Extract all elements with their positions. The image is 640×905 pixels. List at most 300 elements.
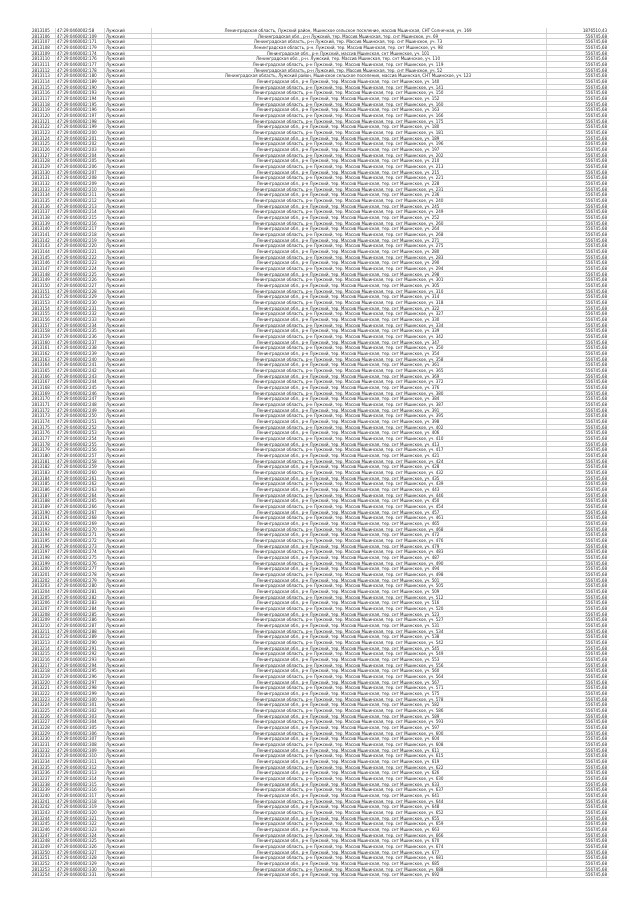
address: Ленинградская область, р-н Лужский, тер. Массив Мшинская, тер. снт Мшинское, уч. 593 [252, 719, 444, 725]
row-id: 2813135 [32, 198, 50, 203]
address: Ленинградская обл., р-н Лужский, тер. Массив Мшинская, тер. снт Мшинское, уч. 597 [256, 725, 440, 730]
cadastral-number: 47:29:0460002:329 [57, 861, 97, 866]
row-id: 2813124 [32, 135, 50, 141]
cadastral-value: 556745,68 [585, 441, 607, 447]
row-id: 2813220 [32, 679, 50, 685]
cadastral-value: 556745,68 [585, 657, 607, 662]
cadastral-number: 47:29:0460002:261 [57, 475, 97, 481]
row-id: 2813179 [32, 447, 50, 453]
cadastral-number: 47:29:0460002:280 [57, 583, 97, 589]
cadastral-number: 47:29:0460002:215 [57, 215, 97, 220]
row-id: 2813155 [32, 311, 50, 317]
row-id: 2813214 [32, 645, 50, 651]
row-id: 2813177 [32, 436, 50, 441]
cadastral-value: 556745,68 [585, 764, 607, 770]
row-id: 2813239 [32, 787, 50, 793]
cadastral-value: 556745,68 [585, 526, 607, 532]
address: Ленинградская область, р-н Лужский, тер. Массив Мшинская, тер. снт Мшинское, уч. 608 [252, 742, 444, 747]
cadastral-value: 556745,68 [585, 787, 607, 793]
row-id: 2813169 [32, 390, 50, 396]
row-id: 2813166 [32, 373, 50, 379]
row-id: 2813142 [32, 237, 50, 243]
cadastral-number: 47:29:0460002:225 [57, 271, 97, 277]
cadastral-value: 556745,68 [585, 402, 607, 407]
cadastral-number: 47:29:0460002:227 [57, 283, 97, 288]
address: Ленинградская область, р-н Лужский, тер. Массив Мшинская, тер. снт Мшинское, уч. 387 [252, 402, 444, 407]
district: Лужский [106, 662, 125, 668]
cadastral-number: 47:29:0460002:306 [57, 730, 97, 736]
row-id: 2813252 [32, 861, 50, 866]
cadastral-number: 47:29:0460002:256 [57, 447, 97, 453]
row-id: 2813150 [32, 283, 50, 288]
address: Ленинградская обл., р-н Лужский, тер. Массив Мшинская, тер. снт Мшинское, уч. 180 [256, 124, 440, 130]
row-id: 2813170 [32, 396, 50, 402]
cadastral-number: 47:29:0460002:200 [57, 130, 97, 135]
cadastral-number: 47:29:0460002:231 [57, 305, 97, 311]
address: Ленинградская область, р-н Лужский, тер. Массив Мшинская, тер. снт Мшинское, уч. 644 [252, 798, 444, 804]
district: Лужский [106, 764, 125, 770]
cadastral-value: 556745,68 [585, 254, 607, 260]
address: Ленинградская область, р-н Лужский, тер. Массив Мшинская, тер. снт Мшинское, уч. 310 [252, 288, 444, 294]
cadastral-value: 556745,68 [585, 475, 607, 481]
cadastral-value: 556745,68 [585, 356, 607, 362]
cadastral-number: 47:29:0460002:289 [57, 634, 97, 640]
cadastral-value: 556745,68 [585, 753, 607, 759]
address: Ленинградская обл., р-н Лужский, тер. Массив Мшинская, тер. снт Мшинское, уч. 376 [256, 385, 440, 390]
address: Ленинградская обл., р-н Лужский, тер. Массив Мшинская, тер. снт Мшинское, уч. 305 [256, 283, 440, 288]
district: Лужский [106, 815, 125, 821]
address: Ленинградская обл., р-н Лужский, тер. Массив Мшинская, тер. снт Мшинское, уч. 633 [256, 781, 440, 787]
row-id: 2813143 [32, 243, 50, 249]
district: Лужский [106, 549, 125, 555]
cadastral-value: 1876510,43 [582, 28, 607, 33]
district: Лужский [106, 736, 125, 742]
cadastral-value: 556745,68 [585, 226, 607, 232]
address: Ленинградская обл., р-н Лужский, тер. Массив Мшинская, тер. снт Мшинское, уч. 152 [256, 96, 440, 101]
row-id: 2813218 [32, 668, 50, 674]
cadastral-value: 556745,68 [585, 458, 607, 464]
district: Лужский [106, 640, 125, 645]
row-id: 2813184 [32, 475, 50, 481]
district: Лужский [106, 832, 125, 838]
cadastral-value: 556745,68 [585, 67, 607, 73]
row-id: 2813213 [32, 640, 50, 645]
cadastral-value: 556745,68 [585, 702, 607, 708]
cadastral-number: 47:29:0460002:222 [57, 254, 97, 260]
row-id: 2813206 [32, 600, 50, 606]
cadastral-value: 556745,68 [585, 277, 607, 283]
row-id: 2813160 [32, 339, 50, 345]
row-id: 2813219 [32, 674, 50, 679]
district: Лужский [106, 798, 125, 804]
row-id: 2813217 [32, 662, 50, 668]
cadastral-value: 556745,68 [585, 260, 607, 266]
district: Лужский [106, 390, 125, 396]
cadastral-number: 47:29:0460002:309 [57, 747, 97, 753]
address: Ленинградская область, р-н Лужский, тер. Массив Мшинская, тер. снт Мшинское, уч. 402 [252, 424, 444, 430]
cadastral-number: 47:29:0460002:271 [57, 532, 97, 538]
row-id: 2813207 [32, 606, 50, 611]
address: Ленинградская обл., р-н Лужский, тер. Массив Мшинская, тер. снт Мшинское, уч. 290 [256, 260, 440, 266]
address: Ленинградская область, р-н Лужский, тер. Массив Мшинская, тер. снт Мшинское, уч. 141 [252, 84, 444, 90]
district: Лужский [106, 793, 125, 798]
address: Ленинградская область, р-н Лужский, тер. Массив Мшинская, тер. снт Мшинское, уч. 483 [252, 549, 444, 555]
district: Лужский [106, 713, 125, 719]
address: Ленинградская область, р-н Лужский, тер. Массив Мшинская, тер. снт Мшинское, уч. 334 [252, 322, 444, 328]
cadastral-number: 47:29:0460002:179 [57, 45, 97, 50]
district: Лужский [106, 623, 125, 628]
cadastral-number: 47:29:0460002:210 [57, 186, 97, 192]
district: Лужский [106, 594, 125, 600]
cadastral-value: 556745,68 [585, 249, 607, 254]
cadastral-value: 556745,68 [585, 708, 607, 713]
address: Ленинградская обл., р-н Лужский, тер. Массив Мшинская, тер. снт Мшинское, уч. 516 [256, 600, 440, 606]
cadastral-number: 47:29:0460002:320 [57, 810, 97, 815]
cadastral-value: 556745,68 [585, 560, 607, 566]
cadastral-number: 47:29:0460002:238 [57, 345, 97, 351]
cadastral-value: 556745,68 [585, 742, 607, 747]
district: Лужский [106, 453, 125, 458]
cadastral-number: 47:29:0460002:282 [57, 594, 97, 600]
cadastral-number: 47:29:0460002:301 [57, 702, 97, 708]
cadastral-number: 47:29:0460002:209 [57, 181, 97, 186]
cadastral-value: 556745,68 [585, 147, 607, 152]
district: Лужский [106, 62, 125, 67]
address: Ленинградская обл., р-н Лужский, тер. Массив Мшинская, тер. снт Мшинское, уч. 655 [256, 815, 440, 821]
cadastral-value: 556745,68 [585, 192, 607, 198]
cadastral-number: 47:29:0460002:250 [57, 413, 97, 419]
district: Лужский [106, 413, 125, 419]
district: Лужский [106, 566, 125, 572]
address: Ленинградская область, р-н Лужский, тер. Массив Мшинская, тер. снт Мшинское, уч. 505 [252, 583, 444, 589]
cadastral-number: 47:29:0460002:313 [57, 770, 97, 776]
cadastral-number: 47:29:0460002:212 [57, 198, 97, 203]
cadastral-value: 556745,68 [585, 821, 607, 827]
district: Лужский [106, 192, 125, 198]
row-id: 2813222 [32, 691, 50, 696]
cadastral-number: 47:29:0460002:205 [57, 158, 97, 164]
row-id: 2813145 [32, 254, 50, 260]
cadastral-number: 47:29:0460002:262 [57, 481, 97, 487]
district: Лужский [106, 730, 125, 736]
cadastral-number: 47:29:0460002:286 [57, 617, 97, 623]
cadastral-number: 47:29:0460002:229 [57, 294, 97, 300]
district: Лужский [106, 719, 125, 725]
address: Ленинградская область, р-н Лужский, тер. Массив Мшинская, тер. снт Мшинское, уч. 268 [252, 232, 444, 237]
district: Лужский [106, 288, 125, 294]
row-id: 2813141 [32, 232, 50, 237]
address: Ленинградская область, р-н Лужский, тер. Массив Мшинская, тер. снт Мшинское, уч. 52 [253, 67, 443, 73]
district: Лужский [106, 600, 125, 606]
cadastral-number: 47:29:0460002:318 [57, 798, 97, 804]
cadastral-number: 47:29:0460002:207 [57, 169, 97, 175]
cadastral-number: 47:29:0460002:208 [57, 175, 97, 181]
district: Лужский [106, 634, 125, 640]
address: Ленинградская область, р-н Лужский, тер. Массив Мшинская, тер. снт Мшинское, уч. 674 [252, 844, 444, 849]
cadastral-value: 556745,68 [585, 181, 607, 186]
cadastral-value: 556745,68 [585, 317, 607, 322]
cadastral-number: 47:29:0460002:268 [57, 515, 97, 521]
cadastral-value: 556745,68 [585, 62, 607, 67]
address: Ленинградская область, р-н Лужский, тер. Массив Мшинская, тер. снт Мшинское, уч. 417 [252, 447, 444, 453]
cadastral-value: 556745,68 [585, 334, 607, 339]
address: Ленинградская обл., р-н Лужский, тер. Массив Мшинская, тер. снт Мшинское, уч. 197 [256, 147, 440, 152]
district: Лужский [106, 849, 125, 855]
cadastral-value: 556745,68 [585, 39, 607, 45]
address: Ленинградская область, р-н Лужский, тер. Массив Мшинская, тер. снт Мшинское, уч. 615 [252, 753, 444, 759]
address: Ленинградская область, р-н Лужский, тер. Массив Мшинская, тер. снт Мшинское, уч. 534 [252, 628, 444, 634]
cadastral-value: 556745,68 [585, 328, 607, 334]
cadastral-number: 47:29:0460002:264 [57, 492, 97, 498]
district: Лужский [106, 124, 125, 130]
cadastral-number: 47:29:0460002:295 [57, 668, 97, 674]
district: Лужский [106, 73, 125, 79]
row-id: 2813116 [32, 90, 50, 96]
row-id: 2813105 [32, 28, 50, 33]
district: Лужский [106, 101, 125, 107]
cadastral-number: 47:29:0460002:274 [57, 549, 97, 555]
district: Лужский [106, 368, 125, 373]
cadastral-value: 556745,68 [585, 662, 607, 668]
cadastral-number: 47:29:0460002:323 [57, 827, 97, 832]
district: Лужский [106, 560, 125, 566]
district: Лужский [106, 266, 125, 271]
address: Ленинградская обл., р-н Лужский, тер. Массив Мшинская, тер. снт Мшинское, уч. 215 [256, 169, 440, 175]
cadastral-value: 556745,68 [585, 124, 607, 130]
cadastral-number: 47:29:0460002:255 [57, 441, 97, 447]
address: Ленинградская обл., р-н Лужский, тер. Массив Мшинская, тер. снт Мшинское, уч. 611 [256, 747, 440, 753]
address: Ленинградская область, р-н Лужский, тер. Массив Мшинская, тер. снт Мшинское, уч. 301 [252, 277, 444, 283]
cadastral-number: 47:29:0460002:239 [57, 351, 97, 356]
row-id: 2813223 [32, 696, 50, 702]
cadastral-number: 47:29:0460002:196 [57, 107, 97, 113]
row-id: 2813157 [32, 322, 50, 328]
district: Лужский [106, 747, 125, 753]
cadastral-number: 47:29:0460002:272 [57, 538, 97, 543]
district: Лужский [106, 645, 125, 651]
district: Лужский [106, 113, 125, 118]
cadastral-number: 47:29:0460002:252 [57, 424, 97, 430]
cadastral-number: 47:29:0460002:307 [57, 736, 97, 742]
row-id: 2813191 [32, 515, 50, 521]
cadastral-number: 47:29:0460002:216 [57, 220, 97, 226]
row-id: 2813226 [32, 713, 50, 719]
row-id: 2813146 [32, 260, 50, 266]
district: Лужский [106, 498, 125, 504]
cadastral-number: 47:29:0460002:249 [57, 407, 97, 413]
cadastral-value: 556745,68 [585, 793, 607, 798]
address: Ленинградская обл., р-н Лужский, тер. Массив Мшинская, тер. снт Мшинское, уч. 589 [256, 713, 440, 719]
address: Ленинградская область, р-н Лужский, тер. Массив Мшинская, тер. снт Мшинское, уч. 520 [252, 606, 444, 611]
address: Ленинградская область, р-н Лужский, тер. Массив Мшинская, тер. снт Мшинское, уч. 283 [252, 254, 444, 260]
cadastral-value: 556745,68 [585, 368, 607, 373]
address: Ленинградская область, р-н Лужский, тер. Массив Мшинская, тер. снт Мшинское, уч. 424 [252, 458, 444, 464]
address: Ленинградская обл., р-н Лужский, тер. Массив Мшинская, тер. снт Мшинское, уч. 494 [256, 566, 440, 572]
address: Ленинградская область, р-н Лужский, тер. Массив Мшинская, тер. снт Мшинское, уч. 586 [252, 708, 444, 713]
address: Ленинградская обл., р-н Лужский, тер. Массив Мшинская, тер. снт Мшинское, уч. 582 [256, 702, 440, 708]
cadastral-value: 556745,68 [585, 549, 607, 555]
row-id: 2813234 [32, 759, 50, 764]
cadastral-value: 556745,68 [585, 322, 607, 328]
cadastral-value: 556745,68 [585, 872, 607, 878]
cadastral-number: 47:29:0460002:58 [57, 28, 95, 33]
cadastral-number: 47:29:0460002:273 [57, 543, 97, 549]
cadastral-number: 47:29:0460002:178 [57, 67, 97, 73]
district: Лужский [106, 753, 125, 759]
district: Лужский [106, 674, 125, 679]
district: Лужский [106, 526, 125, 532]
row-id: 2813227 [32, 719, 50, 725]
cadastral-number: 47:29:0460002:263 [57, 487, 97, 492]
district: Лужский [106, 50, 125, 56]
district: Лужский [106, 56, 125, 62]
address: Ленинградская обл., р-н Лужский, тер. Массив Мшинская, тер. снт Мшинское, уч. 531 [256, 623, 440, 628]
table-row [31, 872, 609, 878]
cadastral-number: 47:29:0460002:247 [57, 396, 97, 402]
cadastral-value: 556745,68 [585, 237, 607, 243]
address: Ленинградская область, р-н Лужский, тер. Массив Мшинская, тер. снт Мшинское, уч. 196 [252, 141, 444, 147]
row-id: 2813194 [32, 532, 50, 538]
cadastral-number: 47:29:0460002:259 [57, 464, 97, 470]
cadastral-number: 47:29:0460002:243 [57, 373, 97, 379]
cadastral-number: 47:29:0460002:213 [57, 203, 97, 209]
address: Ленинградская обл., р-н Лужский, тер. Массив Мшинская, тер. снт Мшинское, уч. 487 [256, 555, 440, 560]
address: Ленинградская область, р-н Лужский, тер. Массив Мшинская, тер. снт Мшинское, уч. 556 [252, 662, 444, 668]
district: Лужский [106, 583, 125, 589]
cadastral-value: 556745,68 [585, 696, 607, 702]
district: Лужский [106, 407, 125, 413]
cadastral-number: 47:29:0460002:190 [57, 84, 97, 90]
row-id: 2813249 [32, 844, 50, 849]
cadastral-number: 47:29:0460002:176 [57, 56, 97, 62]
row-id: 2813168 [32, 385, 50, 390]
row-id: 2813156 [32, 317, 50, 322]
row-id: 2813186 [32, 487, 50, 492]
district: Лужский [106, 226, 125, 232]
address: Ленинградская область, р-н Лужский, тер. Массив Мшинская, тер. снт Мшинское, уч. 432 [252, 470, 444, 475]
row-id: 2813188 [32, 498, 50, 504]
district: Лужский [106, 827, 125, 832]
row-id: 2813209 [32, 617, 50, 623]
cadastral-value: 556745,68 [585, 232, 607, 237]
row-id: 2813253 [32, 866, 50, 872]
district: Лужский [106, 220, 125, 226]
document-table [31, 28, 609, 878]
address: Ленинградская область, р-н Лужский, тер. Массив Мшинская, тер. снт Мшинское, уч. 542 [252, 640, 444, 645]
address: Ленинградская область, р-н Лужский, тер. Массив Мшинская, тер. снт Мшинское, уч. 294 [252, 266, 444, 271]
cadastral-number: 47:29:0460002:296 [57, 674, 97, 679]
address: Ленинградская область, р-н Лужский, тер. Массив Мшинская, тер. снт Мшинское, уч. 446 [252, 492, 444, 498]
row-id: 2813149 [32, 277, 50, 283]
district: Лужский [106, 606, 125, 611]
row-id: 2813197 [32, 549, 50, 555]
district: Лужский [106, 186, 125, 192]
cadastral-number: 47:29:0460002:266 [57, 504, 97, 509]
address: Ленинградская обл., р-н Лужский, тер. Массив Мшинская, тер. снт Мшинское, уч. 264 [256, 226, 440, 232]
district: Лужский [106, 589, 125, 594]
cadastral-number: 47:29:0460002:174 [57, 50, 97, 56]
row-id: 2813114 [32, 79, 50, 84]
cadastral-number: 47:29:0460002:258 [57, 458, 97, 464]
address: Ленинградская область, Лужский район, Мшинское сельское поселение, массив Мшинская, СНТ Мшинское, уч. 123 [224, 73, 472, 79]
cadastral-value: 556745,68 [585, 390, 607, 396]
row-id: 2813185 [32, 481, 50, 487]
cadastral-value: 556745,68 [585, 345, 607, 351]
address: Ленинградская область, р-н Лужский, тер. Массив Мшинская, тер. снт Мшинское, уч. 327 [252, 311, 444, 317]
address: Ленинградская обл., р-н Лужский, тер. Массив Мшинская, тер. снт Мшинское, уч. 406 [256, 430, 440, 436]
cadastral-value: 556745,68 [585, 407, 607, 413]
address: Ленинградская обл., р-н Лужский, тер. Массив Мшинская, тер. снт Мшинское, уч. 641 [256, 793, 440, 798]
cadastral-value: 556745,68 [585, 101, 607, 107]
cadastral-number: 47:29:0460002:230 [57, 300, 97, 305]
cadastral-value: 556745,68 [585, 430, 607, 436]
district: Лужский [106, 509, 125, 515]
row-id: 2813200 [32, 566, 50, 572]
district: Лужский [106, 45, 125, 50]
cadastral-number: 47:29:0460002:316 [57, 787, 97, 793]
row-id: 2813147 [32, 266, 50, 271]
row-id: 2813128 [32, 158, 50, 164]
district: Лужский [106, 339, 125, 345]
district: Лужский [106, 866, 125, 872]
cadastral-value: 556745,68 [585, 606, 607, 611]
district: Лужский [106, 844, 125, 849]
address: Ленинградская область, р-н Лужский, тер. Массив Мшинская, тер. снт Мшинское, уч. 681 [252, 855, 444, 861]
cadastral-value: 556745,68 [585, 504, 607, 509]
district: Лужский [106, 385, 125, 390]
row-id: 2813236 [32, 770, 50, 776]
district: Лужский [106, 696, 125, 702]
cadastral-number: 47:29:0460002:242 [57, 368, 97, 373]
address: Ленинградская обл., р-н Лужский, тер. Массив Мшинская, тер. снт Мшинское, уч. 545 [256, 645, 440, 651]
cadastral-number: 47:29:0460002:322 [57, 821, 97, 827]
address: Ленинградская обл., р-н Лужский, тер. Массив Мшинская, тер. снт Мшинское, уч. 398 [256, 419, 440, 424]
cadastral-number: 47:29:0460002:327 [57, 849, 97, 855]
row-id: 2813189 [32, 504, 50, 509]
cadastral-number: 47:29:0460002:288 [57, 628, 97, 634]
row-id: 2813199 [32, 560, 50, 566]
district: Лужский [106, 373, 125, 379]
district: Лужский [106, 67, 125, 73]
cadastral-value: 556745,68 [585, 543, 607, 549]
row-id: 2813123 [32, 130, 50, 135]
address: Ленинградская обл., р-н Лужский, тер. Массив Мшинская, тер. снт Мшинское, уч. 509 [256, 589, 440, 594]
cadastral-value: 556745,68 [585, 759, 607, 764]
row-id: 2813198 [32, 555, 50, 560]
cadastral-value: 556745,68 [585, 186, 607, 192]
address: Ленинградская область, р-н Лужский, тер. Массив Мшинская, тер. снт Мшинское, уч. 476 [252, 538, 444, 543]
cadastral-value: 556745,68 [585, 203, 607, 209]
cadastral-value: 556745,68 [585, 220, 607, 226]
row-id: 2813204 [32, 589, 50, 594]
address: Ленинградская область, р-н Лужский, тер. Массив Мшинская, тер. снт Мшинское, уч. 461 [252, 515, 444, 521]
row-id: 2813221 [32, 685, 50, 691]
cadastral-value: 556745,68 [585, 651, 607, 657]
cadastral-value: 556745,68 [585, 266, 607, 271]
district: Лужский [106, 679, 125, 685]
row-id: 2813122 [32, 124, 50, 130]
cadastral-value: 556745,68 [585, 362, 607, 368]
address: Ленинградская обл., р-н Лужский, тер. Массив Мшинская, тер. снт Мшинское, уч. 685 [256, 861, 440, 866]
district: Лужский [106, 572, 125, 577]
district: Лужский [106, 424, 125, 430]
district: Лужский [106, 436, 125, 441]
row-id: 2813228 [32, 725, 50, 730]
district: Лужский [106, 243, 125, 249]
cadastral-number: 47:29:0460002:300 [57, 696, 97, 702]
row-id: 2813139 [32, 220, 50, 226]
address: Ленинградская обл., р-н Лужский, тер. Массив Мшинская, тер. снт Мшинское, уч. 575 [256, 691, 440, 696]
